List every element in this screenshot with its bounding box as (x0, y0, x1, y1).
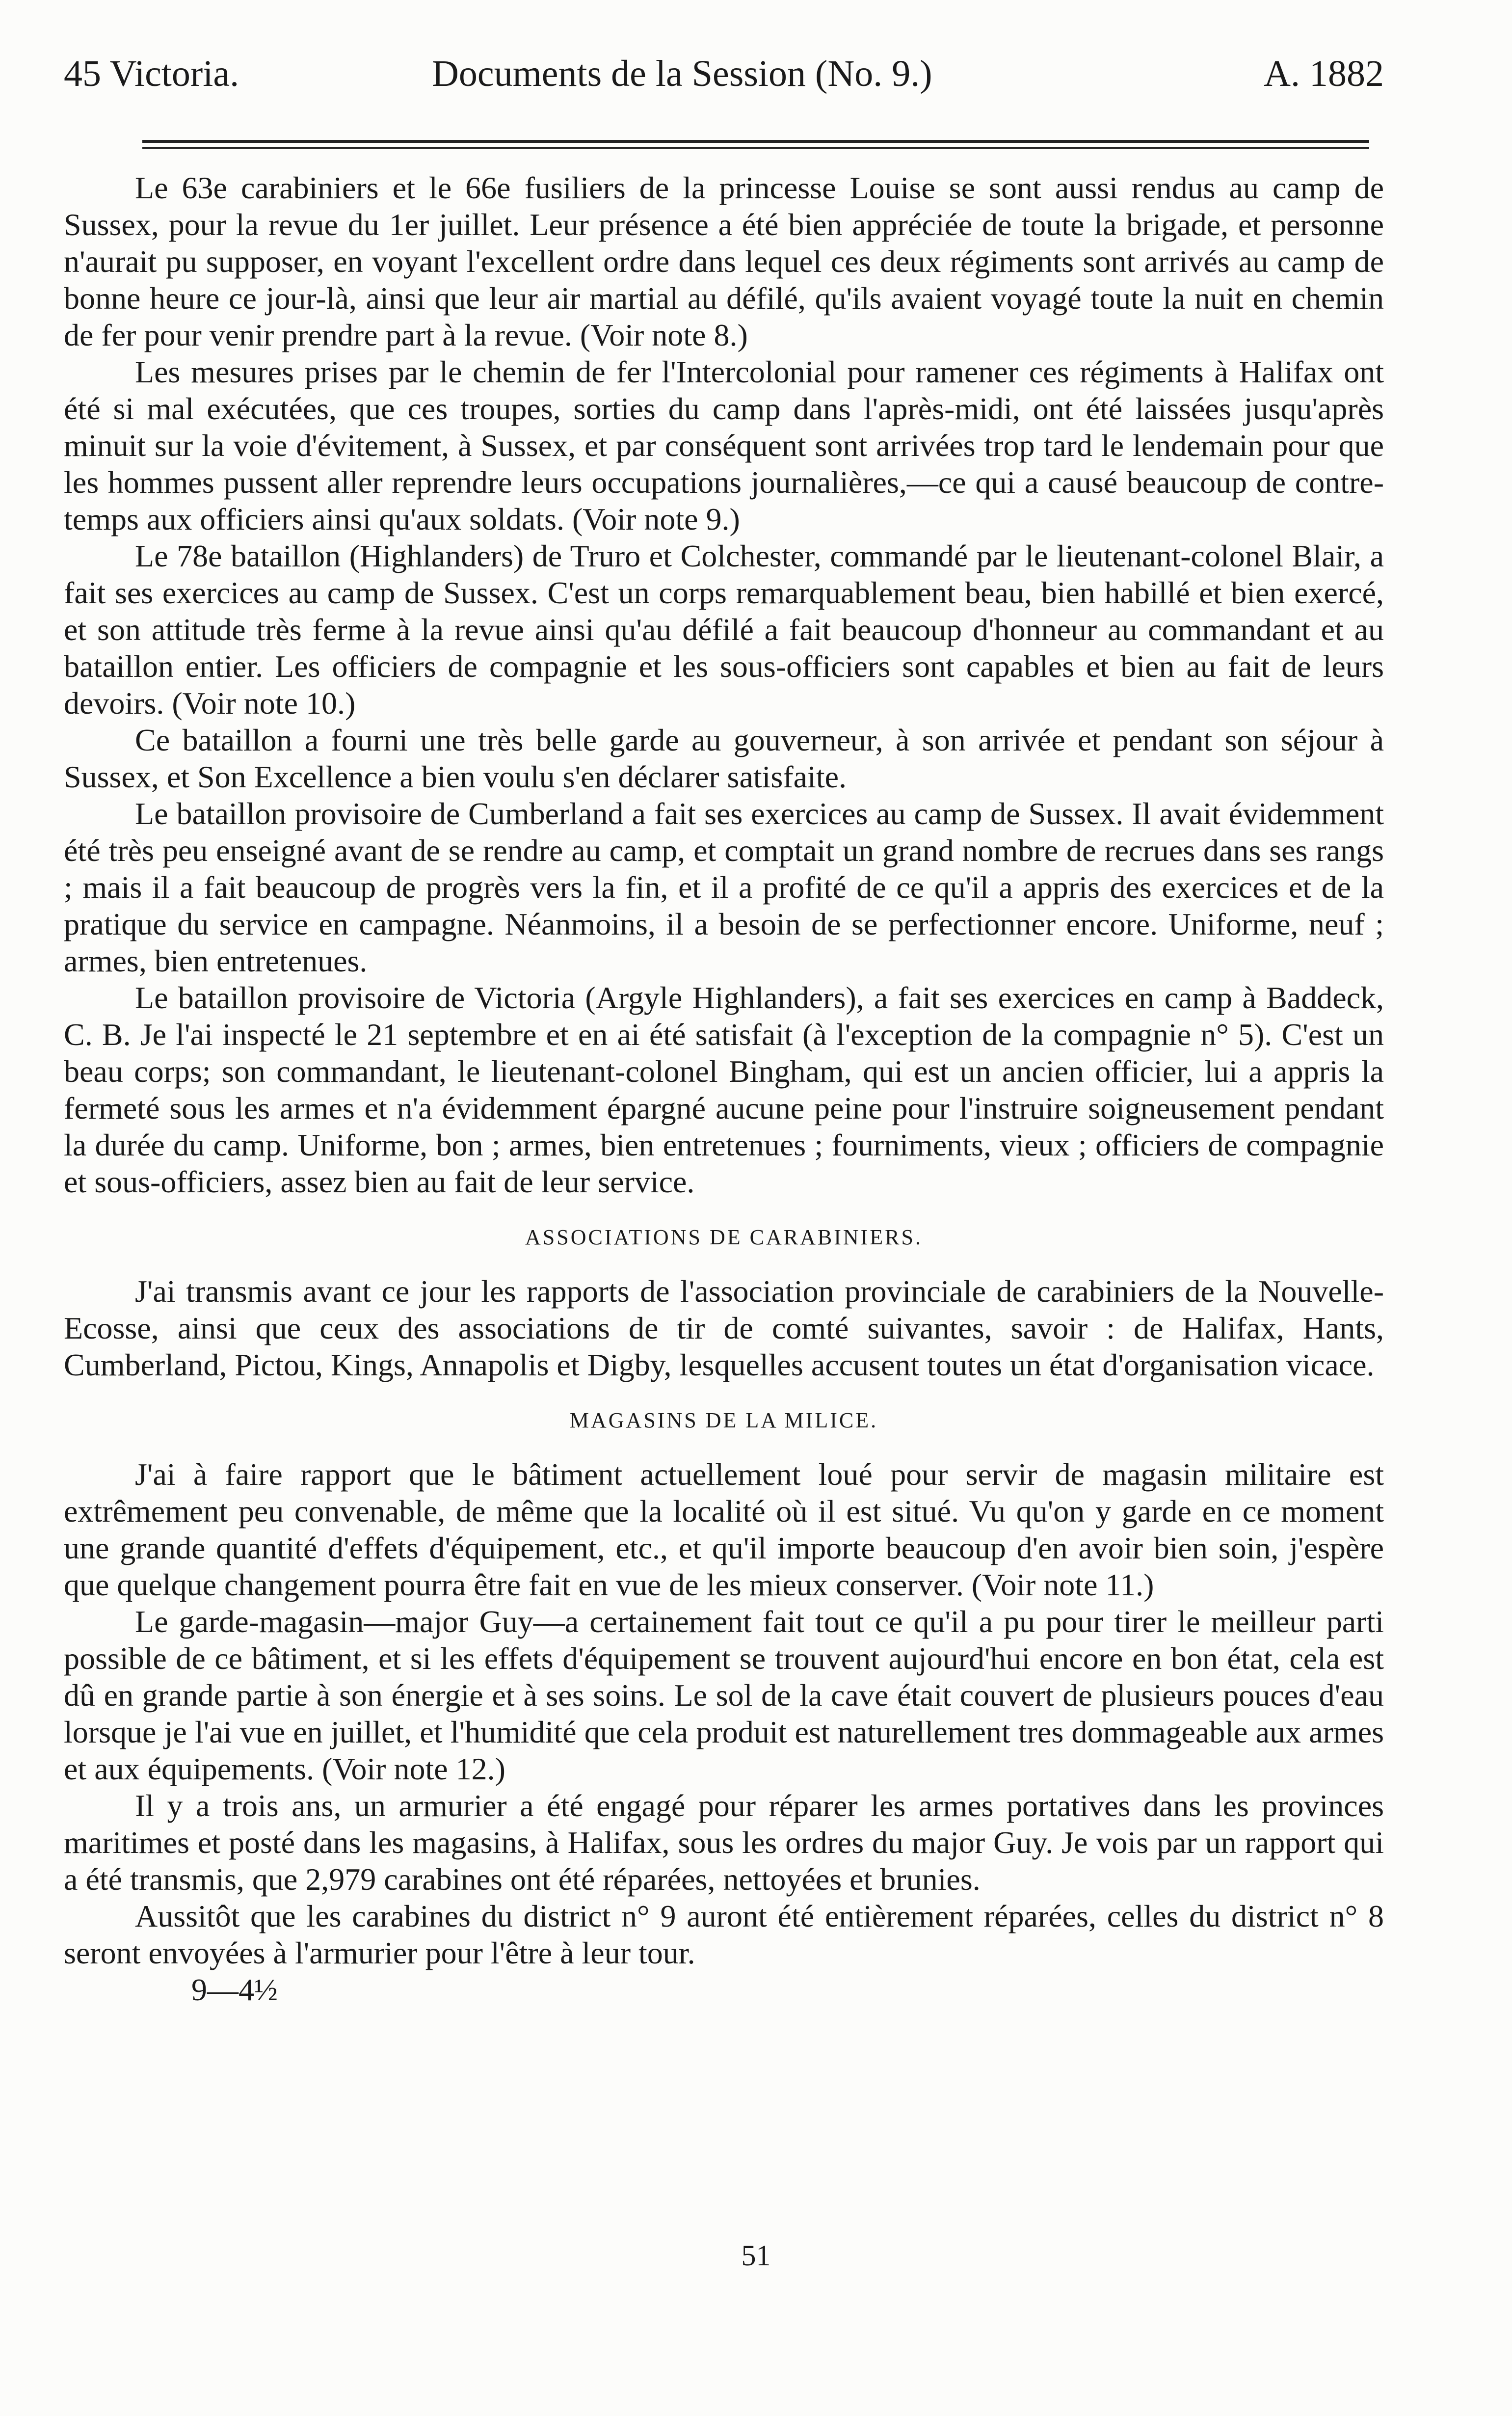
paragraph-garde-magasin: Le garde-magasin—major Guy—a certainement fait tout ce qu'il a pu pour tirer le meilleur parti possible de ce bâtiment, et si les effets d'équipement se trouvent aujourd'hui encore en bon état, cela est dû en grande partie à son énergie et à ses soins. Le sol de la cave était couvert de plusieurs pouces d'eau lorsque je l'ai vue en juillet, et l'humidité que cela produit est naturellement tres dommageable aux armes et aux équipements. (Voir note 12.) (64, 1604, 1384, 1786)
paragraph-63e-66e-regiments: Le 63e carabiniers et le 66e fusiliers de la princesse Louise se sont aussi rendus au camp de Sussex, pour la revue du 1er juillet. Leur présence a été bien appréciée de toute la brigade, et personne n'aurait pu supposer, en voyant l'excellent ordre dans lequel ces deux régiments sont arrivés au camp de bonne heure ce jour-là, ainsi que leur air martial au défilé, qu'ils avaient voyagé toute la nuit en chemin de fer pour venir prendre part à la revue. (Voir note 8.) (64, 170, 1384, 352)
paragraph-intercolonial-railway: Les mesures prises par le chemin de fer l'Intercolonial pour ramener ces régiments à Halifax ont été si mal exécutées, que ces troupes, sorties du camp dans l'après-midi, ont été laissées jusqu'après minuit sur la voie d'évitement, à Sussex, et par conséquent sont arrivées trop tard le lendemain pour que les hommes pussent aller reprendre leurs occupations journalières,—ce qui a causé beaucoup de contre-temps aux officiers ainsi qu'aux soldats. (Voir note 9.) (64, 354, 1384, 537)
paragraph-associations: J'ai transmis avant ce jour les rapports de l'association provinciale de carabiniers de la Nouvelle-Ecosse, ainsi que ceux des associations de tir de comté suivantes, savoir : de Halifax, Hants, Cumberland, Pictou, Kings, Annapolis et Digby, lesquelles accusent toutes un état d'organisation vicace. (64, 1274, 1384, 1382)
paragraph-magasin-militaire: J'ai à faire rapport que le bâtiment actuellement loué pour servir de magasin militaire est extrêmement peu convenable, de même que la localité où il est situé. Vu qu'on y garde en ce moment une grande quantité d'effets d'équipement, etc., et qu'il importe beaucoup d'en avoir bien soin, j'espère que quelque changement pourra être fait en vue de les mieux conserver. (Voir note 11.) (64, 1457, 1384, 1602)
header-center: Documents de la Session (No. 9.) (432, 53, 932, 94)
paragraph-78e-bataillon: Le 78e bataillon (Highlanders) de Truro et Colchester, commandé par le lieutenant-colonel Blair, a fait ses exercices au camp de Sussex. C'est un corps remarquablement beau, bien habillé et bien exercé, et son attitude très ferme à la revue ainsi qu'au défilé a fait beaucoup d'honneur au commandant et au bataillon entier. Les officiers de compagnie et les sous-officiers sont capables et bien au fait de leurs devoirs. (Voir note 10.) (64, 538, 1384, 721)
page-number: 51 (741, 2239, 771, 2272)
document-body (64, 169, 1384, 2008)
signature-mark: 9—4½ (191, 1972, 278, 2007)
header-right: A. 1882 (1264, 53, 1384, 94)
paragraph-armurier: Il y a trois ans, un armurier a été engagé pour réparer les armes portatives dans les provinces maritimes et posté dans les magasins, à Halifax, sous les ordres du major Guy. Je vois par un rapport qui a été transmis, que 2,979 carabines ont été réparées, nettoyées et brunies. (64, 1788, 1384, 1897)
paragraph-carabines-district: Aussitôt que les carabines du district n° 9 auront été entièrement réparées, celles du district n° 8 seront envoyées à l'armurier pour l'être à leur tour. (64, 1899, 1384, 1970)
header-rule-thin (142, 147, 1369, 149)
running-header (64, 47, 1384, 101)
section-heading-magasins: MAGASINS DE LA MILICE. (569, 1408, 878, 1432)
header-rule-thick (142, 140, 1369, 143)
paragraph-victoria: Le bataillon provisoire de Victoria (Argyle Highlanders), a fait ses exercices en camp à Baddeck, C. B. Je l'ai inspecté le 21 septembre et en ai été satisfait (à l'exception de la compagnie n° 5). C'est un beau corps; son commandant, le lieutenant-colonel Bingham, qui est un ancien officier, lui a appris la fermeté sous les armes et n'a évidemment épargné aucune peine pour l'instruire soigneusement pendant la durée du camp. Uniforme, bon ; armes, bien entretenues ; fourniments, vieux ; officiers de compagnie et sous-officiers, assez bien au fait de leur service. (64, 980, 1384, 1199)
paragraph-cumberland: Le bataillon provisoire de Cumberland a fait ses exercices au camp de Sussex. Il avait évidemment été très peu enseigné avant de se rendre au camp, et comptait un grand nombre de recrues dans ses rangs ; mais il a fait beaucoup de progrès vers la fin, et il a profité de ce qu'il a appris des exercices et de la pratique du service en campagne. Néanmoins, il a besoin de se perfectionner encore. Uniforme, neuf ; armes, bien entretenues. (64, 796, 1384, 978)
section-heading-associations: ASSOCIATIONS DE CARABINIERS. (525, 1225, 923, 1249)
paragraph-garde-gouverneur: Ce bataillon a fourni une très belle garde au gouverneur, à son arrivée et pendant son séjour à Sussex, et Son Excellence a bien voulu s'en déclarer satisfaite. (64, 723, 1384, 794)
header-left: 45 Victoria. (64, 53, 239, 94)
